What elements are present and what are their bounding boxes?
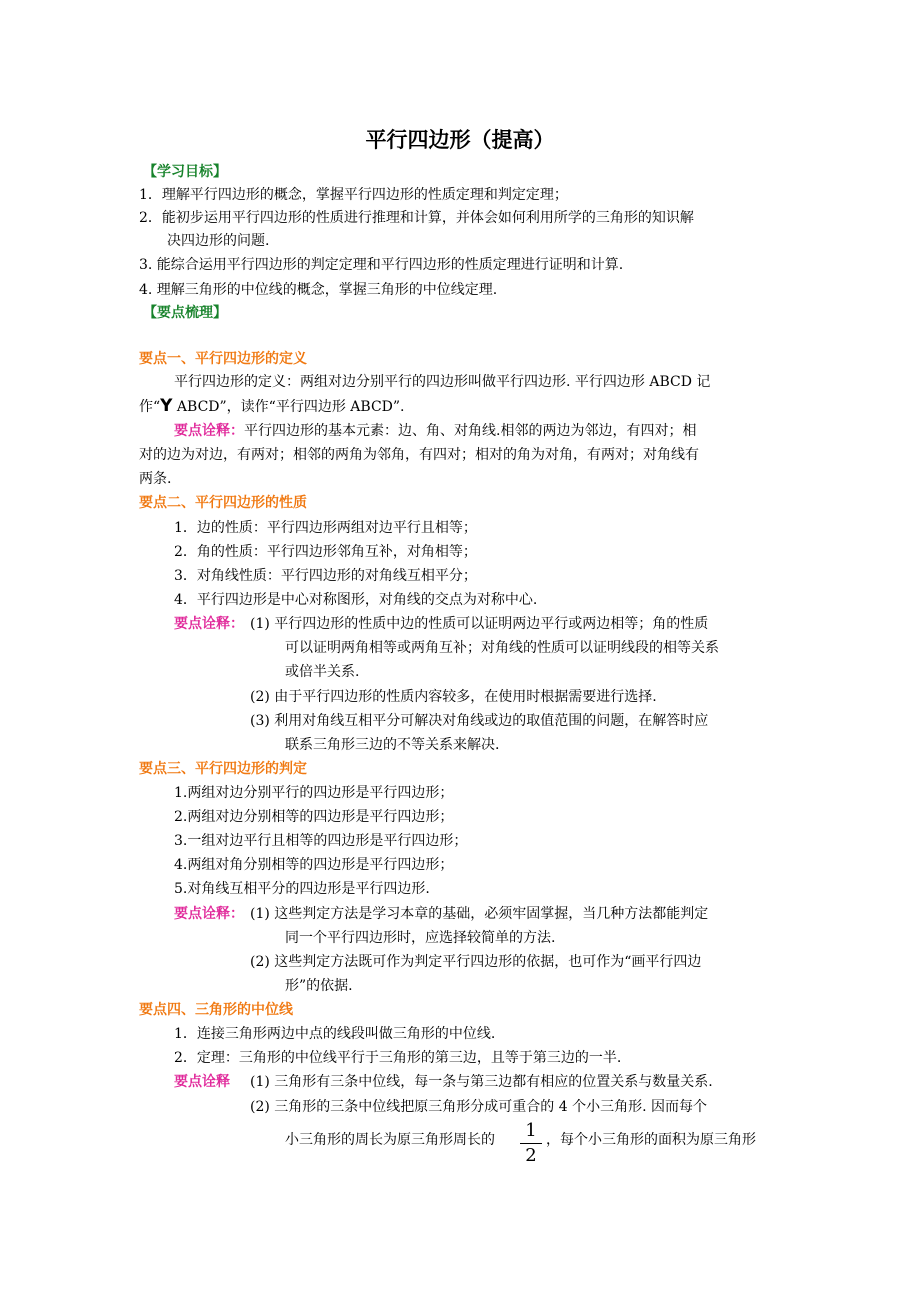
criterion-item: 1.两组对边分别平行的四边形是平行四边形； <box>174 785 454 801</box>
section-1-note: 要点诠释：平行四边形的基本元素：边、角、对角线.相邻的两边为邻边，有四对；相 <box>174 423 697 439</box>
midline-item: 2．定理：三角形的中位线平行于三角形的第三边，且等于第三边的一半. <box>174 1050 622 1066</box>
fraction-denominator: 2 <box>525 1145 537 1166</box>
note-line: (3) 利用对角线互相平分可解决对角线或边的取值范围的问题，在解答时应 <box>250 713 709 729</box>
definition-line-2: 作“Y ABCD”，读作“平行四边形 ABCD”. <box>139 396 405 416</box>
fraction-numerator: 1 <box>525 1120 537 1141</box>
criterion-item: 3.一组对边平行且相等的四边形是平行四边形； <box>174 833 468 849</box>
note-label: 要点诠释 <box>174 1074 230 1090</box>
property-item: 1．边的性质：平行四边形两组对边平行且相等； <box>174 520 477 536</box>
note-line: 形”的依据. <box>285 978 353 994</box>
property-item: 4．平行四边形是中心对称图形，对角线的交点为对称中心. <box>174 592 538 608</box>
review-heading: 【要点梳理】 <box>143 305 227 321</box>
note-line: 对的边为对边，有两对；相邻的两角为邻角，有四对；相对的角为对角，有两对；对角线有 <box>139 447 699 463</box>
note-line: (1) 三角形有三条中位线，每一条与第三边都有相应的位置关系与数量关系. <box>250 1074 713 1090</box>
note-line: 可以证明两角相等或两角互补；对角线的性质可以证明线段的相等关系 <box>285 640 719 656</box>
property-item: 3．对角线性质：平行四边形的对角线互相平分； <box>174 568 477 584</box>
parallelogram-symbol: Y <box>160 396 173 416</box>
goal-item-cont: 决四边形的问题. <box>167 233 270 249</box>
goal-item: 3. 能综合运用平行四边形的判定定理和平行四边形的性质定理进行证明和计算. <box>139 257 624 273</box>
goal-item: 4. 理解三角形的中位线的概念，掌握三角形的中位线定理. <box>139 282 498 298</box>
page-title: 平行四边形（提高） <box>365 128 555 152</box>
fraction-one-half <box>520 1120 542 1167</box>
note-line: (2) 这些判定方法既可作为判定平行四边形的依据，也可作为“画平行四边 <box>250 954 702 970</box>
note-label: 要点诠释： <box>174 616 244 632</box>
goal-item: 2．能初步运用平行四边形的性质进行推理和计算，并体会如何利用所学的三角形的知识解 <box>139 210 694 226</box>
criterion-item: 5.对角线互相平分的四边形是平行四边形. <box>174 881 430 897</box>
note-line: 两条. <box>139 471 172 487</box>
note-line: 同一个平行四边形时，应选择较简单的方法. <box>285 930 556 946</box>
section-4-heading: 要点四、三角形的中位线 <box>139 1002 293 1018</box>
goal-item: 1．理解平行四边形的概念，掌握平行四边形的性质定理和判定定理； <box>139 187 568 203</box>
midline-item: 1．连接三角形两边中点的线段叫做三角形的中位线. <box>174 1026 496 1042</box>
property-item: 2．角的性质：平行四边形邻角互补，对角相等； <box>174 544 477 560</box>
note-line: 或倍半关系. <box>285 664 360 680</box>
note-line: (1) 平行四边形的性质中边的性质可以证明两边平行或两边相等；角的性质 <box>250 616 709 632</box>
section-1-heading: 要点一、平行四边形的定义 <box>139 351 307 367</box>
note-line: (1) 这些判定方法是学习本章的基础，必须牢固掌握，当几种方法都能判定 <box>250 906 709 922</box>
definition-line: 平行四边形的定义：两组对边分别平行的四边形叫做平行四边形. 平行四边形 ABCD 记 <box>174 374 711 390</box>
section-3-heading: 要点三、平行四边形的判定 <box>139 761 307 777</box>
section-2-heading: 要点二、平行四边形的性质 <box>139 495 307 511</box>
note-label: 要点诠释： <box>174 423 244 439</box>
note-label: 要点诠释： <box>174 906 244 922</box>
criterion-item: 4.两组对角分别相等的四边形是平行四边形； <box>174 857 454 873</box>
criterion-item: 2.两组对边分别相等的四边形是平行四边形； <box>174 809 454 825</box>
fraction-bar <box>520 1143 542 1144</box>
goals-heading: 【学习目标】 <box>143 164 227 180</box>
note-line: (2) 三角形的三条中位线把原三角形分成可重合的 4 个小三角形. 因而每个 <box>250 1099 707 1115</box>
note-line: 联系三角形三边的不等关系来解决. <box>285 737 500 753</box>
note-line: ，每个小三角形的面积为原三角形 <box>546 1132 756 1148</box>
note-line: (2) 由于平行四边形的性质内容较多，在使用时根据需要进行选择. <box>250 689 657 705</box>
note-line: 小三角形的周长为原三角形周长的 <box>285 1132 495 1148</box>
